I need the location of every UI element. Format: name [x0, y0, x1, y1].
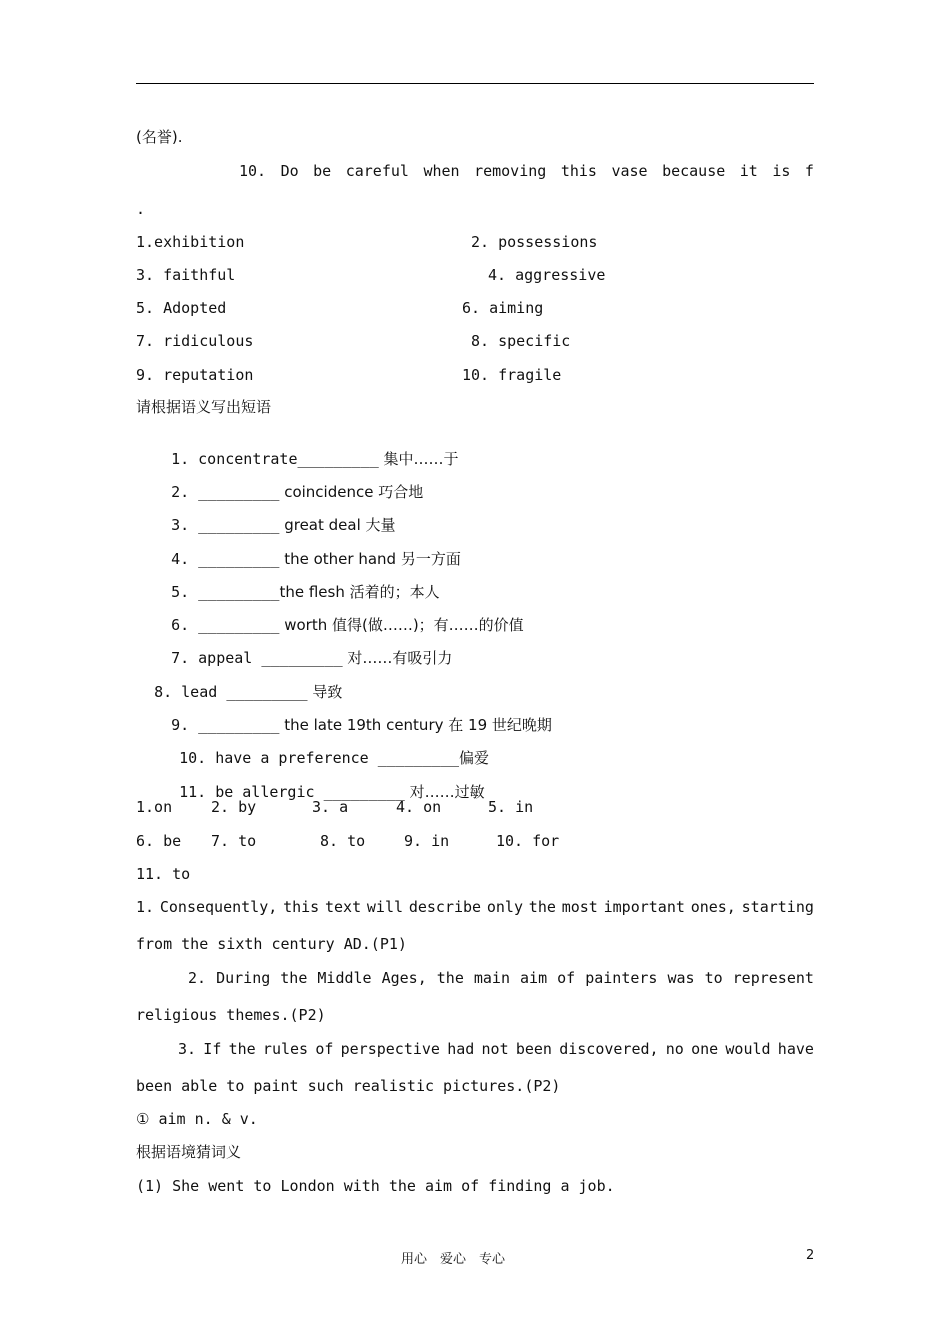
sentence-3-line-2: been able to paint such realistic pictures.(P2) — [136, 1077, 561, 1095]
sentence-word: of — [557, 969, 576, 987]
sentence-word: describe — [408, 898, 482, 916]
question-word: be — [313, 162, 332, 180]
sentence-word: will — [366, 898, 404, 916]
sentence-word: starting — [741, 898, 814, 916]
sentence-word: discovered, — [559, 1040, 659, 1058]
sentence-word: main — [473, 969, 510, 987]
sentence-word: had — [447, 1040, 475, 1058]
sentence-word: the — [280, 969, 308, 987]
sentence-word: rules — [262, 1040, 309, 1058]
answer-b: 5. in — [488, 798, 534, 816]
answer-blank: _________ — [198, 716, 280, 734]
sentence-word: ones, — [690, 898, 736, 916]
answer-blank: _________ — [297, 450, 379, 468]
question-word: is — [772, 162, 791, 180]
context-heading: 根据语境猜词义 — [136, 1143, 242, 1161]
sentence-word: most — [561, 898, 598, 916]
question-word: 10. — [239, 162, 267, 180]
sentence-word: was — [667, 969, 695, 987]
question-word: careful — [345, 162, 409, 180]
answer-b: 10. for — [496, 832, 560, 850]
sentence-word: painters — [585, 969, 658, 987]
phrase-item: 6. _________ worth 值得(做……)；有……的价值 — [171, 616, 524, 634]
answer-b: 1.on — [136, 798, 173, 816]
sentence-word: aim — [520, 969, 548, 987]
phrase-heading: 请根据语义写出短语 — [136, 398, 272, 416]
sentence-word: represent — [732, 969, 814, 987]
question-word: vase — [611, 162, 648, 180]
question-word: Do — [280, 162, 299, 180]
phrase-item: 11. be allergic _________ 对……过敏 — [179, 783, 485, 801]
answer-blank: _________ — [226, 683, 308, 701]
top-line: (名誉). — [136, 128, 183, 146]
sentence-word: one — [691, 1040, 719, 1058]
answer-b: 6. be — [136, 832, 182, 850]
page-number: 2 — [806, 1248, 815, 1263]
sentence-word: would — [725, 1040, 771, 1058]
sentence-word: perspective — [340, 1040, 440, 1058]
answer-left: 1.exhibition — [136, 233, 245, 251]
sentence-word: Middle — [317, 969, 372, 987]
answer-right: 6. aiming — [462, 299, 544, 317]
question-word: this — [560, 162, 597, 180]
header-rule — [136, 83, 814, 84]
sentence-word: of — [315, 1040, 334, 1058]
answer-b: 9. in — [404, 832, 450, 850]
answer-blank: _________ — [198, 483, 280, 501]
sentence-word: the — [436, 969, 464, 987]
sentence-word: Ages, — [381, 969, 427, 987]
sentence-word: this — [283, 898, 320, 916]
question-word: because — [662, 162, 726, 180]
sentence-2-line-1 — [188, 969, 814, 987]
aim-item: ① aim n. & v. — [136, 1110, 258, 1128]
question-10-tail: . — [136, 200, 146, 218]
sentence-word: Consequently, — [159, 898, 278, 916]
footer-motto: 用心 爱心 专心 — [401, 1252, 506, 1267]
example-1: (1) She went to London with the aim of finding a job. — [136, 1177, 615, 1195]
answer-blank: _________ — [323, 783, 405, 801]
answer-b: 11. to — [136, 865, 191, 883]
answer-b: 2. by — [211, 798, 257, 816]
question-word: removing — [474, 162, 547, 180]
answer-b: 3. a — [312, 798, 349, 816]
sentence-word: only — [486, 898, 523, 916]
sentence-word: If — [203, 1040, 222, 1058]
answer-right: 2. possessions — [471, 233, 598, 251]
answer-right: 8. specific — [471, 332, 571, 350]
answer-left: 7. ridiculous — [136, 332, 254, 350]
question-word: it — [739, 162, 758, 180]
question-10-line — [239, 162, 814, 180]
sentence-word: important — [603, 898, 685, 916]
phrase-item: 4. _________ the other hand 另一方面 — [171, 550, 461, 568]
sentence-word: 2. — [188, 969, 207, 987]
answer-blank: _________ — [377, 749, 460, 767]
sentence-word: the — [528, 898, 556, 916]
phrase-item: 3. _________ great deal 大量 — [171, 516, 396, 534]
answer-blank: _________ — [198, 550, 280, 568]
phrase-item: 7. appeal _________ 对……有吸引力 — [171, 649, 453, 667]
sentence-word: been — [515, 1040, 552, 1058]
sentence-1-line-1 — [136, 898, 814, 916]
phrase-item: 2. _________ coincidence 巧合地 — [171, 483, 424, 501]
answer-b: 4. on — [396, 798, 442, 816]
sentence-word: During — [216, 969, 271, 987]
phrase-item: 5. _________the flesh 活着的；本人 — [171, 583, 440, 601]
answer-right: 10. fragile — [462, 366, 562, 384]
answer-blank: _________ — [198, 583, 280, 601]
answer-blank: _________ — [198, 616, 280, 634]
sentence-word: text — [324, 898, 362, 916]
answer-right: 4. aggressive — [488, 266, 606, 284]
answer-left: 3. faithful — [136, 266, 236, 284]
answer-b: 8. to — [320, 832, 366, 850]
answer-b: 7. to — [211, 832, 257, 850]
answer-blank: _________ — [198, 516, 280, 534]
sentence-1-line-2: from the sixth century AD.(P1) — [136, 935, 407, 953]
answer-left: 5. Adopted — [136, 299, 227, 317]
question-word: f — [804, 162, 814, 180]
answer-left: 9. reputation — [136, 366, 254, 384]
answer-blank: _________ — [261, 649, 343, 667]
sentence-2-line-2: religious themes.(P2) — [136, 1006, 326, 1024]
phrase-item: 10. have a preference _________偏爱 — [179, 749, 490, 767]
sentence-3-line-1 — [178, 1040, 814, 1058]
sentence-word: have — [777, 1040, 814, 1058]
sentence-word: the — [228, 1040, 256, 1058]
sentence-word: no — [665, 1040, 684, 1058]
phrase-item: 8. lead _________ 导致 — [154, 683, 343, 701]
sentence-word: not — [481, 1040, 509, 1058]
phrase-item: 9. _________ the late 19th century 在 19 世纪晚期 — [171, 716, 552, 734]
sentence-word: 1. — [136, 898, 155, 916]
sentence-word: to — [704, 969, 723, 987]
question-word: when — [423, 162, 460, 180]
phrase-item: 1. concentrate_________ 集中……于 — [171, 450, 459, 468]
sentence-word: 3. — [178, 1040, 197, 1058]
